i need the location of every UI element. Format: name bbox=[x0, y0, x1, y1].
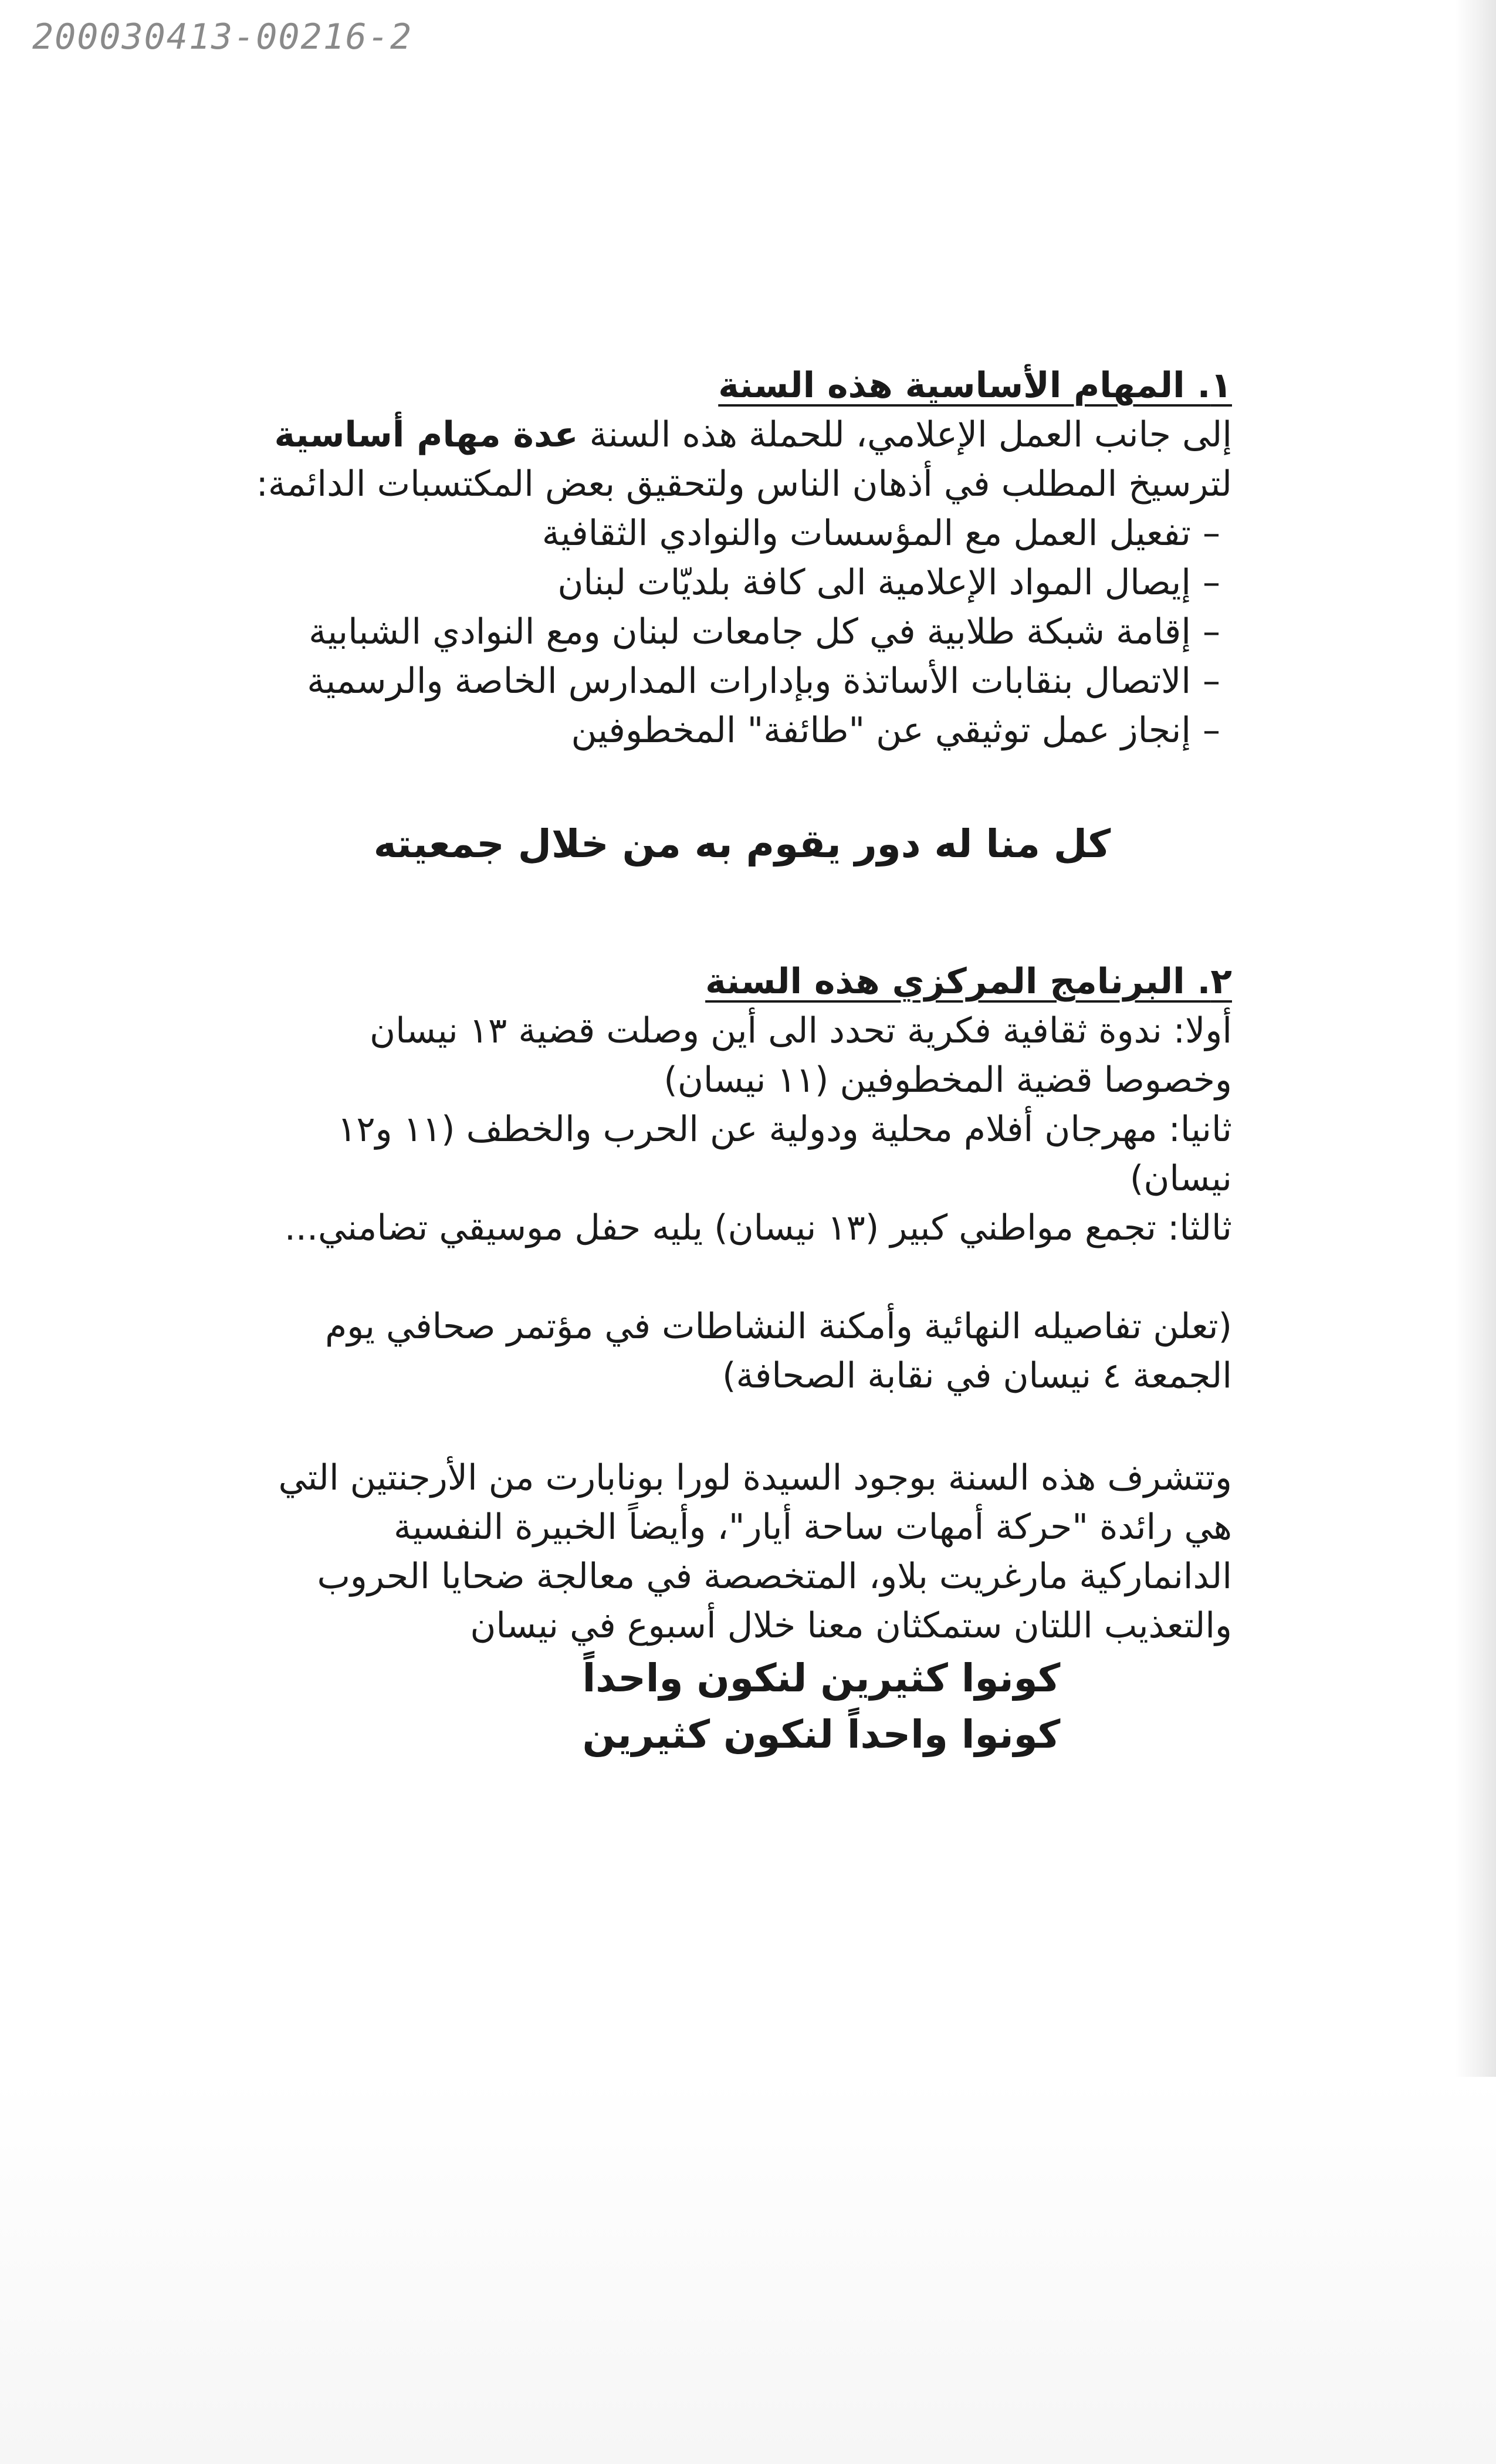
bullet-text: الاتصال بنقابات الأساتذة وبإدارات المدارس الخاصة والرسمية bbox=[307, 661, 1191, 702]
press-conference-note: (تعلن تفاصيله النهائية وأمكنة النشاطات في مؤتمر صحافي يوم الجمعة ٤ نيسان في نقابة الصحافة) bbox=[325, 1306, 1232, 1396]
section1-intro bbox=[252, 410, 1232, 509]
bullet-dash: – bbox=[1203, 611, 1220, 652]
list-item bbox=[252, 558, 1232, 607]
bullet-text: إيصال المواد الإعلامية الى كافة بلديّات لبنان bbox=[557, 562, 1191, 603]
section1-heading: ١. المهام الأساسية هذه السنة bbox=[718, 365, 1232, 406]
bullet-text: تفعيل العمل مع المؤسسات والنوادي الثقافية bbox=[541, 513, 1191, 554]
list-item bbox=[252, 656, 1232, 706]
bullet-dash: – bbox=[1203, 513, 1220, 554]
spacer bbox=[252, 1253, 1232, 1302]
slogan: كل منا له دور يقوم به من خلال جمعيته bbox=[373, 821, 1111, 867]
program-item-2: ثانيا: مهرجان أفلام محلية ودولية عن الحرب والخطف (١١ و١٢ نيسان) bbox=[337, 1109, 1232, 1199]
handwritten-document-id: 200030413-00216-2 bbox=[32, 16, 413, 57]
bullet-dash: – bbox=[1203, 562, 1220, 603]
section1-intro-part2: لترسيخ المطلب في أذهان الناس ولتحقيق بعض المكتسبات الدائمة: bbox=[256, 463, 1232, 505]
closing-line-1: كونوا كثيرين لنكون واحداً bbox=[582, 1656, 1061, 1701]
list-item bbox=[252, 607, 1232, 656]
scan-bottom-shade bbox=[0, 2077, 1496, 2464]
bullet-text: إنجاز عمل توثيقي عن "طائفة" المخطوفين bbox=[571, 710, 1191, 751]
program-item-1: أولا: ندوة ثقافية فكرية تحدد الى أين وصلت قضية ١٣ نيسان وخصوصا قضية المخطوفين (١١ نيسان) bbox=[370, 1010, 1232, 1101]
closing-line-2: كونوا واحداً لنكون كثيرين bbox=[582, 1712, 1061, 1757]
bullet-text: إقامة شبكة طلابية في كل جامعات لبنان ومع النوادي الشبابية bbox=[309, 611, 1191, 652]
spacer bbox=[252, 1400, 1232, 1453]
section2-heading: ٢. البرنامج المركزي هذه السنة bbox=[705, 961, 1232, 1002]
section1-bullet-list bbox=[252, 509, 1232, 755]
section1-intro-bold: عدة مهام أساسية bbox=[274, 414, 578, 455]
guests-paragraph: وتتشرف هذه السنة بوجود السيدة لورا بونابارت من الأرجنتين التي هي رائدة "حركة أمهات ساحة أيار"، وأيضاً الخبيرة النفسية الدانماركية مارغريت بلاو، المتخصصة في معالجة ضحايا الحروب والتعذيب اللتان ستمكثان معنا خلال أسبوع في نيسان bbox=[278, 1457, 1232, 1646]
closing-slogans bbox=[252, 1650, 1232, 1763]
document-body bbox=[252, 361, 1232, 1763]
list-item bbox=[252, 509, 1232, 558]
program-item-3: ثالثا: تجمع مواطني كبير (١٣ نيسان) يليه حفل موسيقي تضامني... bbox=[284, 1207, 1232, 1248]
list-item bbox=[252, 706, 1232, 755]
bullet-dash: – bbox=[1203, 661, 1220, 702]
bullet-dash: – bbox=[1203, 710, 1220, 751]
section1-intro-part1: إلى جانب العمل الإعلامي، للحملة هذه السنة bbox=[578, 414, 1232, 455]
